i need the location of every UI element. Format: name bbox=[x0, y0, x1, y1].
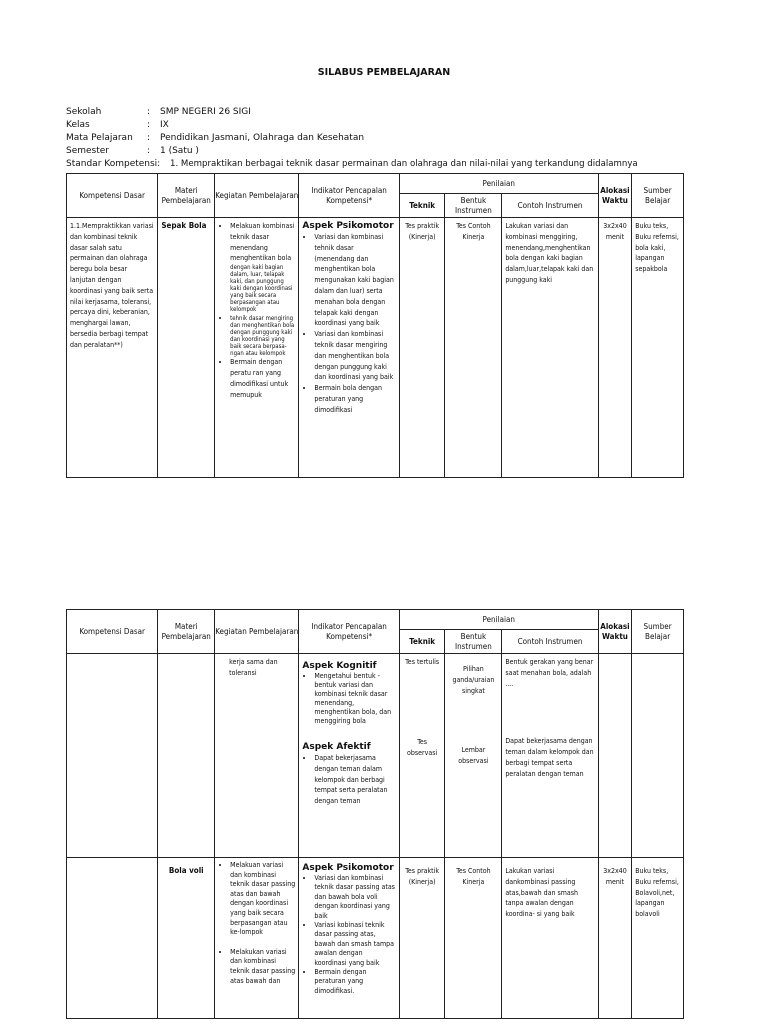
aspek-heading: Aspek Kognitif bbox=[302, 661, 377, 671]
indikator-item: • Bermain dengan peraturan yang dimodifikasi. bbox=[314, 968, 395, 996]
header-indikator: Indikator Pencapalan Kompetensi* bbox=[299, 174, 399, 218]
header-materi: Materi Pembelajaran bbox=[158, 610, 215, 654]
cell-kompetensi bbox=[67, 218, 158, 478]
kegiatan-text: kerja sama dan toleransi bbox=[229, 658, 278, 677]
cell-kompetensi-empty bbox=[67, 858, 158, 1019]
teknik-text: Tes observasi bbox=[407, 737, 438, 757]
header-penilaian: Penilaian bbox=[399, 174, 598, 194]
meta-value: Pendidikan Jasmani, Olahraga dan Kesehatan bbox=[160, 133, 365, 143]
cell-alokasi bbox=[598, 218, 631, 478]
indikator-item: • Variasi dan kombinasi tehnik dasar (menendang dan menghentikan bola mengunakan kaki bagian dalam dan luar) serta menahan bola dengan telapak kaki dengan koordinasi yang baik bbox=[314, 232, 395, 329]
contoh-text: Lakukan variasi dan kombinasi menggiring, menendang,menghentikan bola dengan kaki bagian dalam,luar,telapak kaki dan punggung kaki bbox=[505, 222, 594, 284]
header-contoh: Contoh Instrumen bbox=[502, 194, 598, 218]
kompetensi-text: 1.1.Mempraktikkan variasi dan kombinasi teknik dasar salah satu permainan dan olahraga beregu bola besar lanjutan dengan koordinasi yang baik serta nilai kerjasama, toleransi, percaya dini, keberanian, menghargai lawan, bersedia berbagi tempat dan peralatan**) bbox=[70, 222, 154, 349]
header-penilaian: Penilaian bbox=[399, 610, 598, 630]
header-materi: Materi Pembelajaran bbox=[158, 174, 215, 218]
meta-label: Semester bbox=[66, 146, 110, 156]
header-alokasi: Alokasi Waktu bbox=[598, 174, 631, 218]
materi-text: Bola voli bbox=[168, 866, 204, 875]
cell-teknik bbox=[399, 654, 445, 858]
header-kompetensi: Kompetensi Dasar bbox=[67, 174, 158, 218]
cell-indikator bbox=[299, 858, 399, 1019]
header-bentuk: Bentuk Instrumen bbox=[445, 194, 502, 218]
cell-bentuk bbox=[445, 654, 502, 858]
kegiatan-small-text: dengan kaki bagian dalam, luar, telapak kaki, dan punggung kaki dengan koordinasi yang baik secara berpasangan atau kelompok bbox=[230, 264, 293, 314]
meta-value: 1. Mempraktikan berbagai teknik dasar permainan dan olahraga dan nilai-nilai yang terkandung didalamnya bbox=[170, 159, 638, 169]
meta-label: Standar Kompetensi: bbox=[66, 159, 161, 169]
kegiatan-item bbox=[230, 221, 295, 313]
cell-indikator bbox=[299, 654, 399, 858]
header-bentuk: Bentuk Instrumen bbox=[445, 630, 502, 654]
indikator-item: • Variasi dan kombinasi teknik dasar passing atas dan bawah bola voli dengan koordinasi yang baik bbox=[314, 874, 395, 921]
teknik-text: Tes tertulis bbox=[405, 658, 440, 666]
header-indikator: Indikator Pencapalan Kompetensi* bbox=[299, 610, 399, 654]
kegiatan-text: Melakuan kombinasi teknik dasar menendang menghentikan bola bbox=[230, 222, 295, 263]
header-sumber: Sumber Belajar bbox=[632, 610, 684, 654]
indikator-item: • Bermain bola dengan peraturan yang dimodifikasi bbox=[314, 383, 395, 415]
syllabus-table-2 bbox=[66, 609, 684, 1019]
aspek-heading: Aspek Afektif bbox=[302, 742, 371, 752]
meta-label: Kelas bbox=[66, 120, 90, 130]
indikator-item: • Variasi kobinasi teknik dasar passing atas, bawah dan smash tampa awalan dengan koordinasi yang baik bbox=[314, 921, 395, 968]
meta-colon: : bbox=[147, 133, 151, 143]
aspek-heading: Aspek Psikomotor bbox=[302, 221, 394, 231]
teknik-text: Tes praktik (Kinerja) bbox=[405, 222, 440, 241]
header-alokasi: Alokasi Waktu bbox=[598, 610, 631, 654]
cell-materi-empty bbox=[158, 654, 215, 858]
cell-indikator bbox=[299, 218, 399, 478]
contoh-text: Lakukan variasi dankombinasi passing atas,bawah dan smash tanpa awalan dengan koordina- si yang baik bbox=[505, 867, 579, 919]
meta-colon: : bbox=[147, 146, 151, 156]
sumber-text: Buku teks, Buku refernsi, Bolavoli,net, lapangan bolavoli bbox=[635, 867, 679, 919]
cell-sumber bbox=[632, 858, 684, 1019]
syllabus-table-1 bbox=[66, 173, 684, 478]
cell-kegiatan bbox=[215, 218, 299, 478]
contoh-text: Bentuk gerakan yang benar saat menahan bola, adalah .... bbox=[505, 658, 594, 688]
cell-sumber-empty bbox=[632, 654, 684, 858]
teknik-text: Tes praktik (Kinerja) bbox=[405, 867, 440, 886]
cell-materi bbox=[158, 858, 215, 1019]
indikator-item: • Variasi dan kombinasi teknik dasar mengiring dan menghentikan bola dengan punggung kaki dan koordinasi yang baik bbox=[314, 329, 395, 383]
kegiatan-item bbox=[230, 313, 295, 357]
cell-contoh bbox=[502, 858, 598, 1019]
header-kegiatan: Kegiatan Pembelajaran bbox=[215, 174, 299, 218]
header-sumber: Sumber Belajar bbox=[632, 174, 684, 218]
bentuk-text: Tes Contoh Kinerja bbox=[456, 222, 491, 241]
meta-colon: : bbox=[147, 120, 151, 130]
kegiatan-small-text: • tehnik dasar mengiring dan menghentikan bola dengan punggung kaki dan koordinasi yang baik secara berpasa- ngan atau kelompok bbox=[230, 315, 295, 358]
kegiatan-item: • Melakukan variasi dan kombinasi teknik dasar passing atas bawah dan bbox=[230, 948, 295, 986]
cell-kegiatan bbox=[215, 858, 299, 1019]
document-title: SILABUS PEMBELAJARAN bbox=[317, 67, 451, 78]
meta-label: Sekolah bbox=[66, 107, 102, 117]
header-kegiatan: Kegiatan Pembelajaran bbox=[215, 610, 299, 654]
cell-kompetensi-empty bbox=[67, 654, 158, 858]
cell-alokasi bbox=[598, 858, 631, 1019]
contoh-text: Dapat bekerjasama dengan teman dalam kelompok dan berbagi tempat serta peralatan dengan teman bbox=[505, 737, 594, 778]
cell-bentuk bbox=[445, 858, 502, 1019]
cell-bentuk bbox=[445, 218, 502, 478]
kegiatan-item: • Melakuan variasi dan kombinasi teknik dasar passing atas dan bawah dengan koordinasi yang baik secara berpasangan atau ke-lompok bbox=[230, 861, 295, 938]
alokasi-text: 3x2x40 menit bbox=[603, 867, 627, 886]
meta-label: Mata Pelajaran bbox=[66, 133, 133, 143]
indikator-item: • Mengetahui bentuk -bentuk variasi dan kombinasi teknik dasar menendang, menghentikan bola, dan menggiring bola bbox=[314, 672, 395, 726]
aspek-heading: Aspek Psikomotor bbox=[302, 863, 394, 873]
alokasi-text: 3x2x40 menit bbox=[603, 222, 627, 241]
header-kompetensi: Kompetensi Dasar bbox=[67, 610, 158, 654]
indikator-item: • Dapat bekerjasama dengan teman dalam kelompok dan berbagi tempat serta peralatan dengan teman bbox=[314, 753, 395, 807]
sumber-text: Buku teks, Buku refernsi, bola kaki, lapangan sepakbola bbox=[635, 222, 679, 274]
cell-contoh bbox=[502, 654, 598, 858]
kegiatan-item bbox=[230, 357, 295, 400]
meta-colon: : bbox=[147, 107, 151, 117]
meta-value: IX bbox=[160, 120, 169, 130]
meta-value: 1 (Satu ) bbox=[160, 146, 199, 156]
kegiatan-text: Bermain dengan peratu ran yang dimodifikasi untuk memupuk bbox=[230, 358, 289, 399]
header-contoh: Contoh Instrumen bbox=[502, 630, 598, 654]
cell-alokasi-empty bbox=[598, 654, 631, 858]
materi-text: Sepak Bola bbox=[161, 221, 207, 230]
bentuk-text: Tes Contoh Kinerja bbox=[456, 867, 491, 886]
cell-teknik bbox=[399, 218, 445, 478]
meta-value: SMP NEGERI 26 SIGI bbox=[160, 107, 251, 117]
header-teknik: Teknik bbox=[399, 630, 445, 654]
cell-contoh bbox=[502, 218, 598, 478]
bentuk-text: Lembar observasi bbox=[458, 746, 489, 766]
cell-kegiatan bbox=[215, 654, 299, 858]
cell-sumber bbox=[632, 218, 684, 478]
cell-teknik bbox=[399, 858, 445, 1019]
header-teknik: Teknik bbox=[399, 194, 445, 218]
cell-materi bbox=[158, 218, 215, 478]
bentuk-text: Pilihan ganda/uraian singkat bbox=[452, 665, 495, 695]
